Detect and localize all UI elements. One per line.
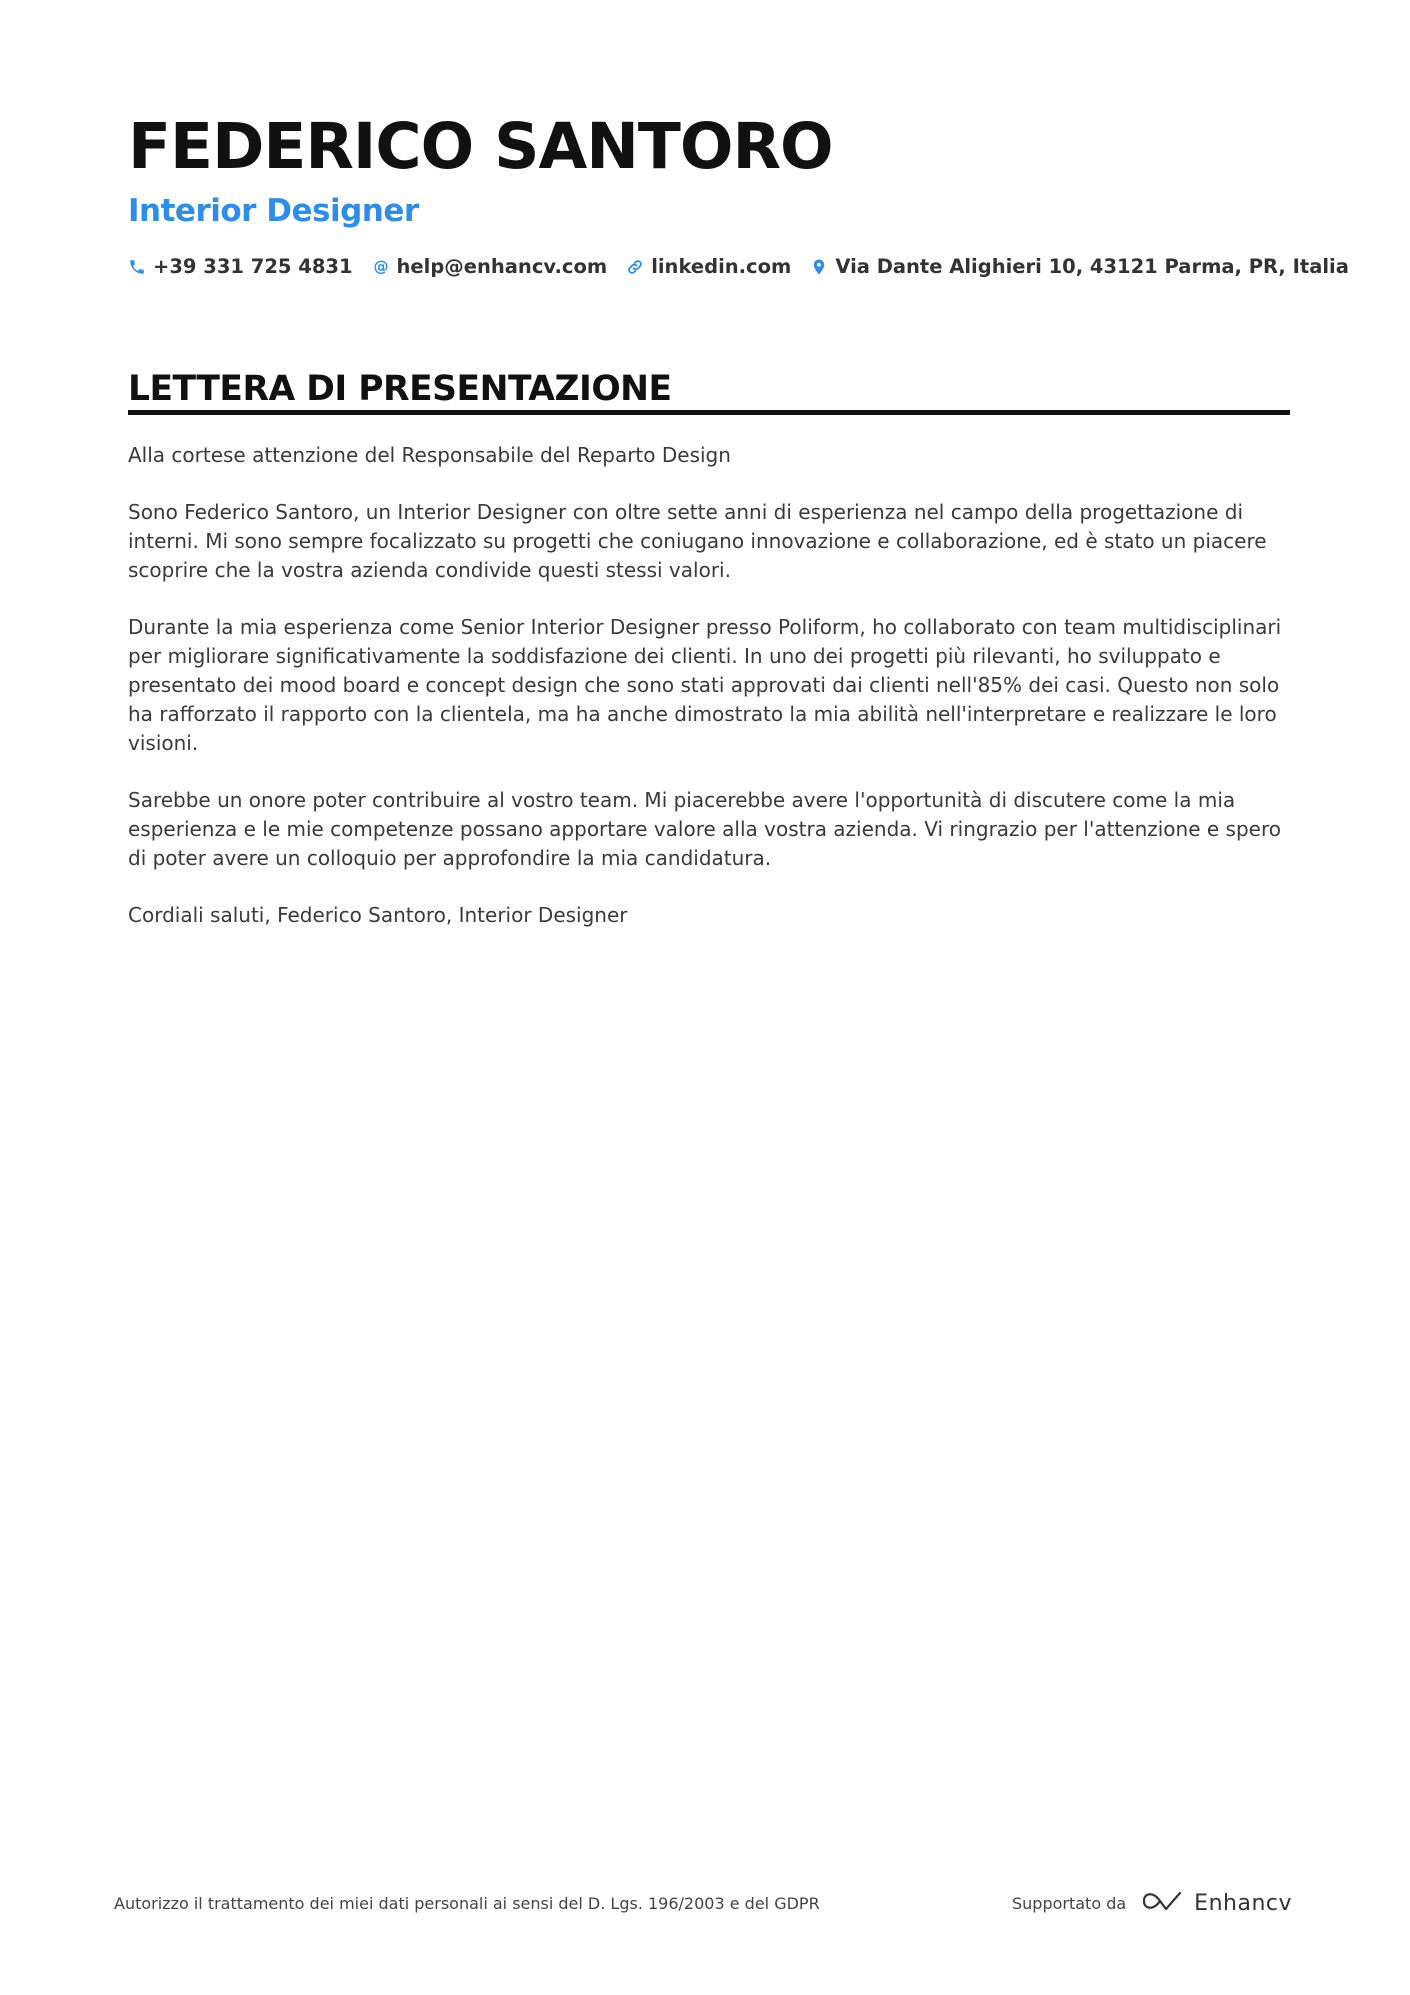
contact-phone (128, 252, 353, 282)
contact-address-text: Via Dante Alighieri 10, 43121 Parma, PR, Italia (835, 255, 1349, 278)
contact-phone-text: +39 331 725 4831 (153, 255, 353, 278)
contact-address (810, 252, 1349, 282)
letter-salutation: Alla cortese attenzione del Responsabile del Reparto Design (128, 443, 731, 467)
letter-paragraph-intro: Sono Federico Santoro, un Interior Designer con oltre sette anni di esperienza nel campo della progettazione di interni. Mi sono sempre focalizzato su progetti che coniugano innovazione e collaborazione, ed è stato un piacere scoprire che la vostra azienda condivide questi stessi valori. (128, 500, 1267, 582)
powered-label: Supportato da (1012, 1893, 1127, 1913)
location-pin-icon (810, 258, 828, 276)
contact-email[interactable] (372, 252, 608, 282)
contact-bar (128, 252, 1368, 282)
contact-linkedin[interactable] (626, 252, 791, 282)
candidate-title: Interior Designer (128, 193, 419, 229)
phone-icon (128, 258, 146, 276)
letter-body (128, 441, 1298, 958)
privacy-note: Autorizzo il trattamento dei miei dati personali ai sensi del D. Lgs. 196/2003 e del GDPR (114, 1894, 820, 1913)
powered-by (1012, 1888, 1292, 1918)
letter-paragraph-experience: Durante la mia esperienza come Senior Interior Designer presso Poliform, ho collaborato con team multidisciplinari per migliorare significativamente la soddisfazione dei clienti. In uno dei progetti più rilevanti, ho sviluppato e presentato dei mood board e concept design che sono stati approvati dai clienti nell'85% dei casi. Questo non solo ha rafforzato il rapporto con la clientela, ma ha anche dimostrato la mia abilità nell'interpretare e realizzare le loro visioni. (128, 615, 1282, 755)
brand-name: Enhancv (1194, 1890, 1292, 1916)
enhancv-logo-icon (1138, 1888, 1186, 1918)
contact-linkedin-text[interactable]: linkedin.com (651, 255, 792, 278)
letter-paragraph-closing: Sarebbe un onore poter contribuire al vostro team. Mi piacerebbe avere l'opportunità di discutere come la mia esperienza e le mie competenze possano apportare valore alla vostra azienda. Vi ringrazio per l'attenzione e spero di poter avere un colloquio per approfondire la mia candidatura. (128, 788, 1281, 870)
contact-email-text[interactable]: help@enhancv.com (396, 255, 608, 278)
at-icon (372, 258, 390, 276)
section-title: LETTERA DI PRESENTAZIONE (128, 369, 672, 409)
letter-signoff: Cordiali saluti, Federico Santoro, Interior Designer (128, 903, 628, 927)
section-divider (128, 410, 1290, 415)
candidate-name: FEDERICO SANTORO (128, 110, 833, 183)
svg-text:@: @ (373, 258, 389, 276)
link-icon (626, 258, 644, 276)
